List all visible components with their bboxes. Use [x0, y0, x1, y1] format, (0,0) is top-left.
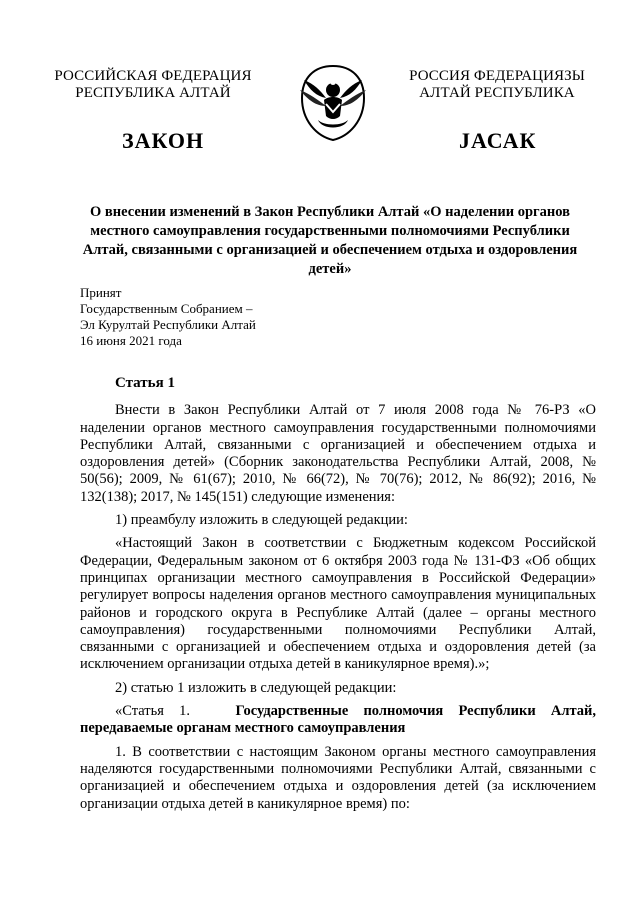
header-right-line-1: РОССИЯ ФЕДЕРАЦИЯЗЫ	[409, 68, 585, 84]
amendment-item-2: 2) статью 1 изложить в следующей редакции:	[115, 679, 397, 696]
header-right-block	[392, 68, 602, 102]
adoption-date: 16 июня 2021 года	[80, 333, 182, 348]
preamble-paragraph: «Настоящий Закон в соответствии с Бюджетным кодексом Российской Федерации, Федеральным законом от 6 октября 2003 года № 131-ФЗ «Об общих принципах организации местного самоуправления в Российской Федерации» регулирует вопросы наделения органов местного самоуправления муниципальных районов и городского округа в Республике Алтай (далее – органы местного самоуправления) государственными полномочиями Республики Алтай, связанными с организацией и обеспечением отдыха и оздоровления детей (за исключением организации отдыха детей в каникулярное время).»;	[80, 535, 596, 673]
article-intro-paragraph: Внести в Закон Республики Алтай от 7 июля 2008 года № 76-РЗ «О наделении органов местного самоуправления государственными полномочиями Республики Алтай, связанными с организацией и обеспечением отдыха и оздоровления детей» (Сборник законодательства Республики Алтай, 2008, № 50(56); 2009, № 61(67); 2010, № 66(72), № 70(76); 2012, № 86(92); 2016, № 132(138); 2017, № 145(151) следующие изменения:	[80, 402, 596, 505]
header-left-line-1: РОССИЙСКАЯ ФЕДЕРАЦИЯ	[54, 68, 252, 84]
quoted-article-prefix: «Статья 1.	[115, 703, 190, 720]
header-left-block	[48, 68, 258, 102]
amendment-item-1: 1) преамбулу изложить в следующей редакции:	[115, 512, 408, 529]
adoption-line-3: Эл Курултай Республики Алтай	[80, 317, 256, 332]
altai-republic-emblem-icon	[296, 60, 370, 144]
quoted-article-heading	[80, 703, 596, 738]
adoption-line-1: Принят	[80, 285, 122, 300]
document-title: О внесении изменений в Закон Республики Алтай «О наделении органов местного самоуправления государственными полномочиями Республики Алтай, связанными с организацией и обеспечением отдыха и оздоровления детей»	[82, 204, 578, 277]
law-title-russian: ЗАКОН	[122, 128, 205, 153]
quoted-article-title: Государственные полномочия Республики Алтай, передаваемые органам местного самоуправления	[80, 703, 596, 737]
adoption-line-2: Государственным Собранием –	[80, 301, 253, 316]
article-heading: Статья 1	[115, 375, 175, 391]
header-right-line-2: АЛТАЙ РЕСПУБЛИКА	[419, 85, 575, 101]
article-body	[80, 375, 596, 819]
point-1-paragraph: 1. В соответствии с настоящим Законом органы местного самоуправления наделяются государственными полномочиями Республики Алтай, связанными с организацией и обеспечением отдыха и оздоровления детей (за исключением организации отдыха детей в каникулярное время) по:	[80, 743, 596, 812]
law-title-altai: JАСАК	[459, 128, 537, 153]
header-left-line-2: РЕСПУБЛИКА АЛТАЙ	[75, 85, 231, 101]
adoption-block	[80, 285, 256, 349]
